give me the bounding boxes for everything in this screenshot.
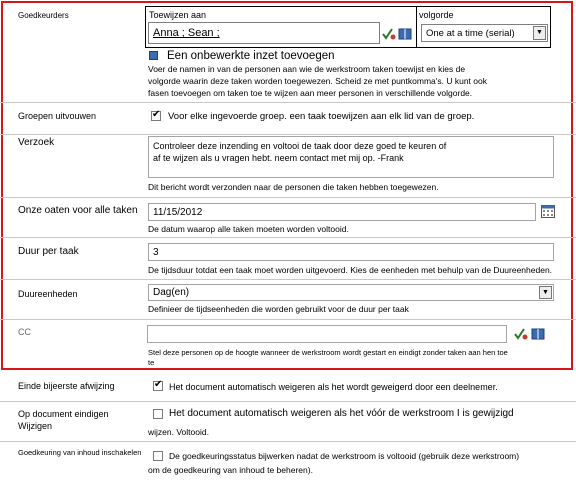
duration-row xyxy=(0,238,576,280)
content-approval-checkbox[interactable] xyxy=(153,451,163,461)
due-date-row xyxy=(0,198,576,238)
expand-groups-checkbox[interactable] xyxy=(151,111,161,121)
content-approval-checkbox-label: De goedkeuringsstatus bijwerken nadat de werkstroom is voltooid (gebruik deze werkstroom) xyxy=(169,451,520,461)
cc-input[interactable] xyxy=(147,325,507,343)
col-order-header: volgorde xyxy=(419,10,454,20)
end-on-change-checkbox[interactable] xyxy=(153,409,163,419)
request-line-2: af te wijzen als u vragen hebt. neem contact met mij op. -Frank xyxy=(153,153,404,163)
cc-row xyxy=(0,320,576,368)
chevron-down-icon[interactable]: ▼ xyxy=(539,286,552,299)
end-on-change-label-2: Wijzigen xyxy=(18,421,53,431)
content-approval-line-2: om de goedkeuring van inhoud te beheren). xyxy=(148,465,313,475)
request-line-1: Controleer deze inzending en voltooi de taak door deze goed te keuren of xyxy=(153,141,447,151)
end-first-reject-checkbox-label: Het document automatisch weigeren als het wordt geweigerd door een deelnemer. xyxy=(169,382,498,392)
assignee-names[interactable]: Anna ; Sean ; xyxy=(153,27,220,39)
end-on-change-label: Op document eindigen xyxy=(18,409,109,419)
table-divider xyxy=(416,7,417,47)
units-row xyxy=(0,280,576,320)
cc-help-1: Stel deze personen op de hoogte wanneer de werkstroom wordt gestart en eindigt zonder taken aan hen toe xyxy=(148,348,508,357)
duration-value: 3 xyxy=(153,247,159,258)
approvers-label: Goedkeurders xyxy=(18,11,69,20)
content-approval-label: Goedkeuring van inhoud inschakelen xyxy=(18,448,142,457)
col-assign-header: Toewijzen aan xyxy=(149,10,207,20)
check-names-icon[interactable] xyxy=(514,327,528,339)
order-select-value: One at a time (serial) xyxy=(426,28,515,39)
approvers-help-1: Voer de namen in van de personen aan wie de werkstroom taken toewijst en kies de xyxy=(148,64,466,74)
request-textarea[interactable] xyxy=(148,136,554,178)
expand-groups-label: Groepen uitvouwen xyxy=(18,111,97,121)
add-stage-icon[interactable] xyxy=(149,51,158,60)
request-label: Verzoek xyxy=(18,137,55,148)
end-first-reject-checkbox[interactable] xyxy=(153,381,163,391)
due-date-value: 11/15/2012 xyxy=(153,207,203,218)
approvers-help-3: fasen toevoegen om taken toe te wijzen aan meer personen in verschillende volgorde. xyxy=(148,88,473,98)
check-names-icon[interactable] xyxy=(382,27,396,39)
order-select[interactable] xyxy=(421,24,548,42)
address-book-icon[interactable] xyxy=(398,27,412,39)
end-on-change-row xyxy=(0,402,576,442)
chevron-down-icon[interactable]: ▼ xyxy=(533,26,546,40)
due-date-help: De datum waarop alle taken moeten worden voltooid. xyxy=(148,224,349,234)
due-date-label: Onze oaten voor alle taken xyxy=(18,205,138,216)
assignee-field[interactable] xyxy=(148,22,380,44)
due-date-input[interactable] xyxy=(148,203,536,221)
content-approval-row xyxy=(0,442,576,482)
units-label: Duureenheden xyxy=(18,289,78,299)
end-first-reject-row xyxy=(0,372,576,402)
address-book-icon[interactable] xyxy=(531,327,545,339)
units-select[interactable] xyxy=(148,284,554,301)
expand-groups-row xyxy=(0,103,576,135)
calendar-icon[interactable] xyxy=(541,205,555,218)
add-stage-link[interactable]: Een onbewerkte inzet toevoegen xyxy=(167,50,335,62)
approvers-row xyxy=(0,2,576,103)
cc-help-2: te xyxy=(148,358,155,367)
end-on-change-line-2: wijzen. Voltooid. xyxy=(148,427,209,437)
approvers-help-2: volgorde waarin deze taken worden toegewezen. Scheid ze met puntkomma's. U kunt ook xyxy=(148,76,487,86)
end-on-change-checkbox-label: Het document automatisch weigeren als het vóór de werkstroom I is gewijzigd xyxy=(169,408,514,419)
units-select-value: Dag(en) xyxy=(153,287,190,298)
approvers-table xyxy=(145,6,551,48)
units-help: Definieer de tijdseenheden die worden gebruikt voor de duur per taak xyxy=(148,304,409,314)
request-row xyxy=(0,135,576,198)
expand-groups-checkbox-label: Voor elke ingevoerde groep. een taak toewijzen aan elk lid van de groep. xyxy=(168,111,475,122)
duration-label: Duur per taak xyxy=(18,246,79,257)
duration-input[interactable] xyxy=(148,243,554,261)
duration-help: De tijdsduur totdat een taak moet worden uitgevoerd. Kies de eenheden met behulp van de Duureenheden. xyxy=(148,265,553,275)
end-first-reject-label: Einde bijeerste afwijzing xyxy=(18,381,115,391)
cc-label: CC xyxy=(18,327,31,337)
request-help: Dit bericht wordt verzonden naar de personen die taken hebben toegewezen. xyxy=(148,182,439,192)
